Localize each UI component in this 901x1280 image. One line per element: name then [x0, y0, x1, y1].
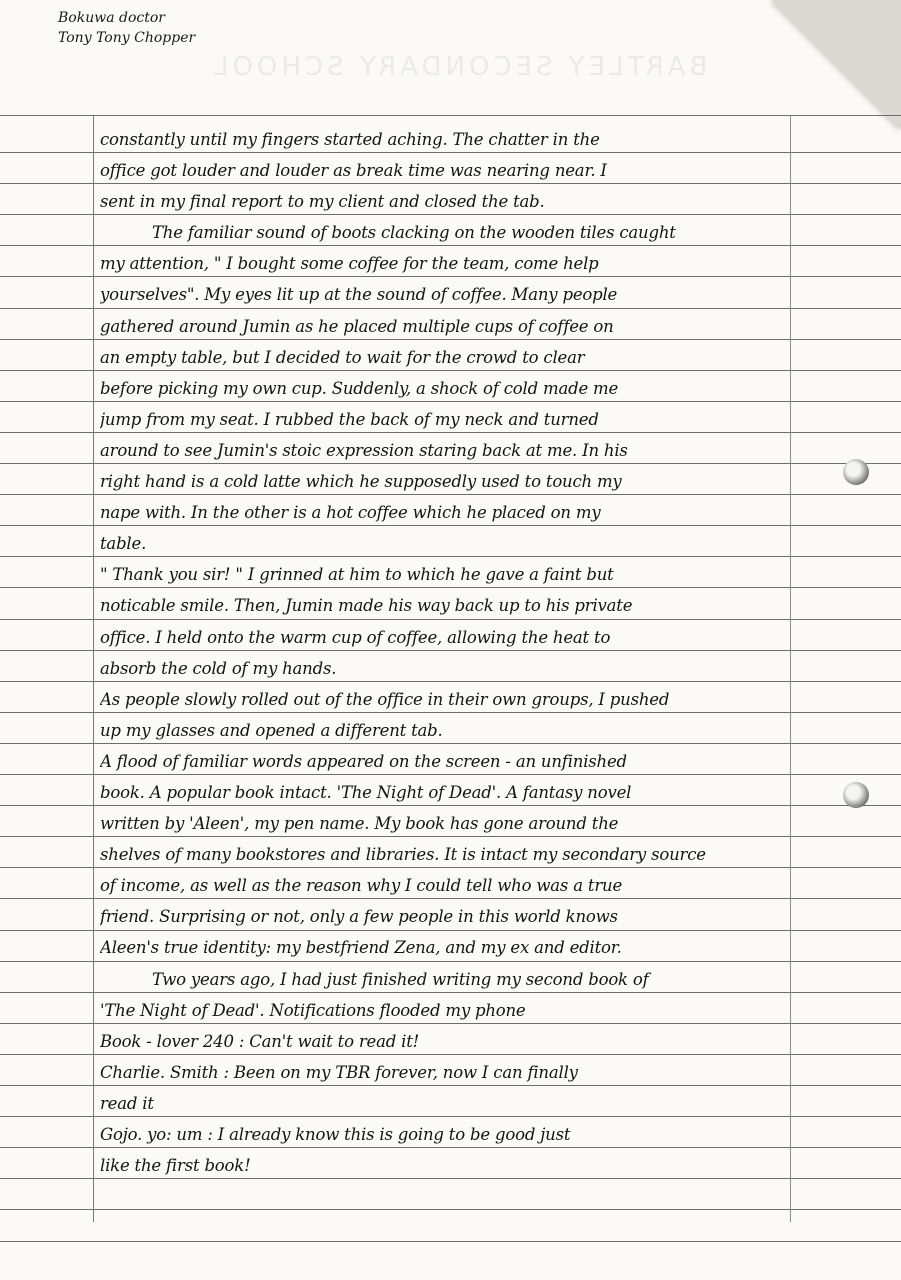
punch-hole-top	[843, 459, 869, 485]
text-line: As people slowly rolled out of the office in their own groups, I pushed	[100, 689, 670, 709]
text-line: 'The Night of Dead'. Notifications flooded my phone	[100, 1000, 526, 1020]
text-line: read it	[100, 1093, 154, 1113]
text-line: A flood of familiar words appeared on the screen - an unfinished	[100, 751, 627, 771]
ruled-line	[0, 1209, 901, 1210]
ruled-line	[0, 115, 901, 116]
text-line: table.	[100, 534, 147, 554]
text-line: of income, as well as the reason why I could tell who was a true	[100, 876, 623, 896]
ruled-line	[0, 1241, 901, 1242]
header-note-line-2: Tony Tony Chopper	[58, 30, 196, 46]
text-line: absorb the cold of my hands.	[100, 658, 337, 678]
text-line: before picking my own cup. Suddenly, a shock of cold made me	[100, 378, 619, 398]
text-line: right hand is a cold latte which he supposedly used to touch my	[100, 472, 622, 492]
text-line: gathered around Jumin as he placed multiple cups of coffee on	[100, 316, 614, 336]
text-line: Aleen's true identity: my bestfriend Zena, and my ex and editor.	[100, 938, 622, 958]
text-line: like the first book!	[100, 1156, 251, 1176]
text-line: up my glasses and opened a different tab.	[100, 720, 443, 740]
header-note	[58, 8, 195, 48]
text-line: an empty table, but I decided to wait for the crowd to clear	[100, 347, 585, 367]
folded-corner	[771, 0, 901, 130]
text-line: nape with. In the other is a hot coffee which he placed on my	[100, 503, 601, 523]
bleed-through-header: BARTLEY SECONDARY SCHOOL	[210, 52, 708, 82]
text-line: written by 'Aleen', my pen name. My book has gone around the	[100, 814, 619, 834]
left-margin-line	[93, 115, 94, 1222]
text-line: Book - lover 240 : Can't wait to read it!	[100, 1031, 420, 1051]
text-line: Two years ago, I had just finished writing my second book of	[152, 969, 649, 989]
header-note-line-1: Bokuwa doctor	[58, 10, 165, 26]
text-line: Gojo. yo: um : I already know this is going to be good just	[100, 1125, 571, 1144]
text-line: sent in my final report to my client and closed the tab.	[100, 192, 545, 212]
text-line: yourselves". My eyes lit up at the sound of coffee. Many people	[100, 285, 618, 305]
text-line: book. A popular book intact. 'The Night of Dead'. A fantasy novel	[100, 782, 632, 802]
text-line: around to see Jumin's stoic expression staring back at me. In his	[100, 440, 628, 460]
text-line: " Thank you sir! " I grinned at him to which he gave a faint but	[100, 565, 614, 585]
text-line: The familiar sound of boots clacking on the wooden tiles caught	[152, 223, 676, 243]
text-line: friend. Surprising or not, only a few people in this world knows	[100, 907, 618, 927]
text-line: Charlie. Smith : Been on my TBR forever, now I can finally	[100, 1062, 578, 1082]
text-line: my attention, " I bought some coffee for the team, come help	[100, 254, 599, 274]
text-line: noticable smile. Then, Jumin made his way back up to his private	[100, 596, 633, 616]
text-line: office. I held onto the warm cup of coffee, allowing the heat to	[100, 627, 611, 647]
handwritten-text	[100, 127, 800, 1184]
punch-hole-bottom	[843, 782, 869, 808]
text-line: constantly until my fingers started aching. The chatter in the	[100, 130, 600, 149]
text-line: shelves of many bookstores and libraries. It is intact my secondary source	[100, 845, 706, 865]
text-line: office got louder and louder as break time was nearing near. I	[100, 161, 607, 181]
text-line: jump from my seat. I rubbed the back of my neck and turned	[100, 409, 599, 429]
